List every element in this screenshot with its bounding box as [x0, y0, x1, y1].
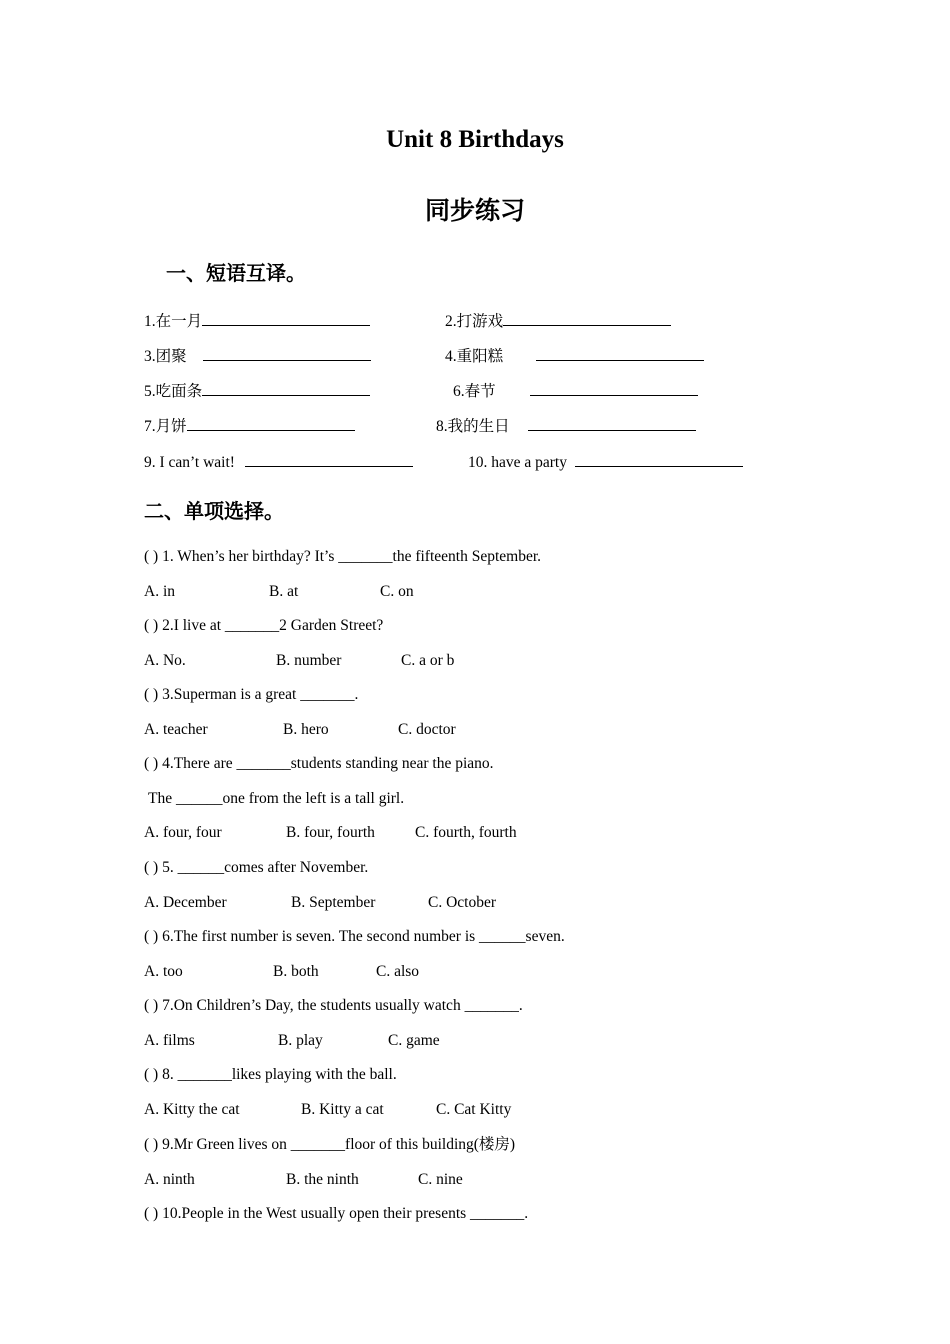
answer-blank[interactable]: [245, 451, 413, 467]
option-b[interactable]: B. at: [269, 583, 299, 600]
question-stem: ( ) 5. ______comes after November.: [144, 859, 369, 876]
option-c[interactable]: C. on: [380, 583, 414, 600]
phrase-label: 8.我的生日: [436, 418, 510, 435]
question-stem: ( ) 6.The first number is seven. The second number is ______seven.: [144, 928, 565, 945]
option-a[interactable]: A. films: [144, 1032, 195, 1049]
option-b[interactable]: B. September: [291, 894, 376, 911]
question-stem-line2: The ______one from the left is a tall girl.: [148, 790, 405, 807]
option-b[interactable]: B. the ninth: [286, 1171, 359, 1188]
option-a[interactable]: A. ninth: [144, 1171, 195, 1188]
option-b[interactable]: B. play: [278, 1032, 323, 1049]
phrase-label: 6.春节: [453, 383, 496, 400]
option-b[interactable]: B. four, fourth: [286, 824, 375, 841]
option-a[interactable]: A. Kitty the cat: [144, 1101, 240, 1118]
phrase-label: 4.重阳糕: [445, 348, 504, 365]
option-a[interactable]: A. four, four: [144, 824, 222, 841]
option-a[interactable]: A. teacher: [144, 721, 208, 738]
phrase-label: 3.团聚: [144, 348, 187, 365]
option-c[interactable]: C. nine: [418, 1171, 463, 1188]
phrase-item: [144, 310, 370, 332]
phrase-item: [453, 380, 698, 402]
phrase-item: [445, 345, 704, 367]
phrase-item: [468, 451, 743, 473]
option-c[interactable]: C. doctor: [398, 721, 456, 738]
option-c[interactable]: C. also: [376, 963, 420, 980]
question-stem: ( ) 10.People in the West usually open their presents _______.: [144, 1205, 529, 1222]
answer-blank[interactable]: [187, 415, 355, 431]
option-b[interactable]: B. number: [276, 652, 342, 669]
phrase-label: 7.月饼: [144, 418, 187, 435]
option-a[interactable]: A. December: [144, 894, 227, 911]
question-stem: ( ) 9.Mr Green lives on _______floor of this building(楼房): [144, 1136, 516, 1153]
phrase-label: 1.在一月: [144, 313, 203, 330]
phrase-item: [144, 345, 371, 367]
question-stem: ( ) 2.I live at _______2 Garden Street?: [144, 617, 384, 634]
phrase-item: [436, 415, 696, 437]
option-b[interactable]: B. Kitty a cat: [301, 1101, 384, 1118]
question-stem: ( ) 7.On Children’s Day, the students usually watch _______.: [144, 997, 523, 1014]
phrase-item: [144, 415, 355, 437]
option-a[interactable]: A. too: [144, 963, 183, 980]
answer-blank[interactable]: [536, 345, 704, 361]
option-b[interactable]: B. both: [273, 963, 319, 980]
phrase-item: [144, 451, 413, 473]
answer-blank[interactable]: [530, 380, 698, 396]
answer-blank[interactable]: [528, 415, 696, 431]
phrase-label: 2.打游戏: [445, 313, 504, 330]
phrase-item: [445, 310, 671, 332]
answer-blank[interactable]: [202, 380, 370, 396]
answer-blank[interactable]: [202, 310, 370, 326]
page-title: Unit 8 Birthdays: [386, 126, 564, 153]
phrase-label: 5.吃面条: [144, 383, 203, 400]
question-stem: ( ) 1. When’s her birthday? It’s _______the fifteenth September.: [144, 548, 542, 565]
answer-blank[interactable]: [203, 345, 371, 361]
option-c[interactable]: C. game: [388, 1032, 440, 1049]
phrase-label: 10. have a party: [468, 454, 567, 471]
question-stem: ( ) 8. _______likes playing with the ball.: [144, 1066, 397, 1083]
phrase-label: 9. I can’t wait!: [144, 454, 235, 471]
option-b[interactable]: B. hero: [283, 721, 329, 738]
option-c[interactable]: C. a or b: [401, 652, 455, 669]
option-a[interactable]: A. No.: [144, 652, 186, 669]
answer-blank[interactable]: [575, 451, 743, 467]
answer-blank[interactable]: [503, 310, 671, 326]
page-subtitle: 同步练习: [424, 196, 525, 225]
phrase-item: [144, 380, 370, 402]
question-stem: ( ) 4.There are _______students standing near the piano.: [144, 755, 494, 772]
option-c[interactable]: C. fourth, fourth: [415, 824, 517, 841]
section-heading-choice: 二、单项选择。: [144, 499, 284, 523]
option-c[interactable]: C. October: [428, 894, 497, 911]
section-heading-phrases: 一、短语互译。: [166, 261, 306, 285]
option-c[interactable]: C. Cat Kitty: [436, 1101, 512, 1118]
question-stem: ( ) 3.Superman is a great _______.: [144, 686, 359, 703]
option-a[interactable]: A. in: [144, 583, 175, 600]
